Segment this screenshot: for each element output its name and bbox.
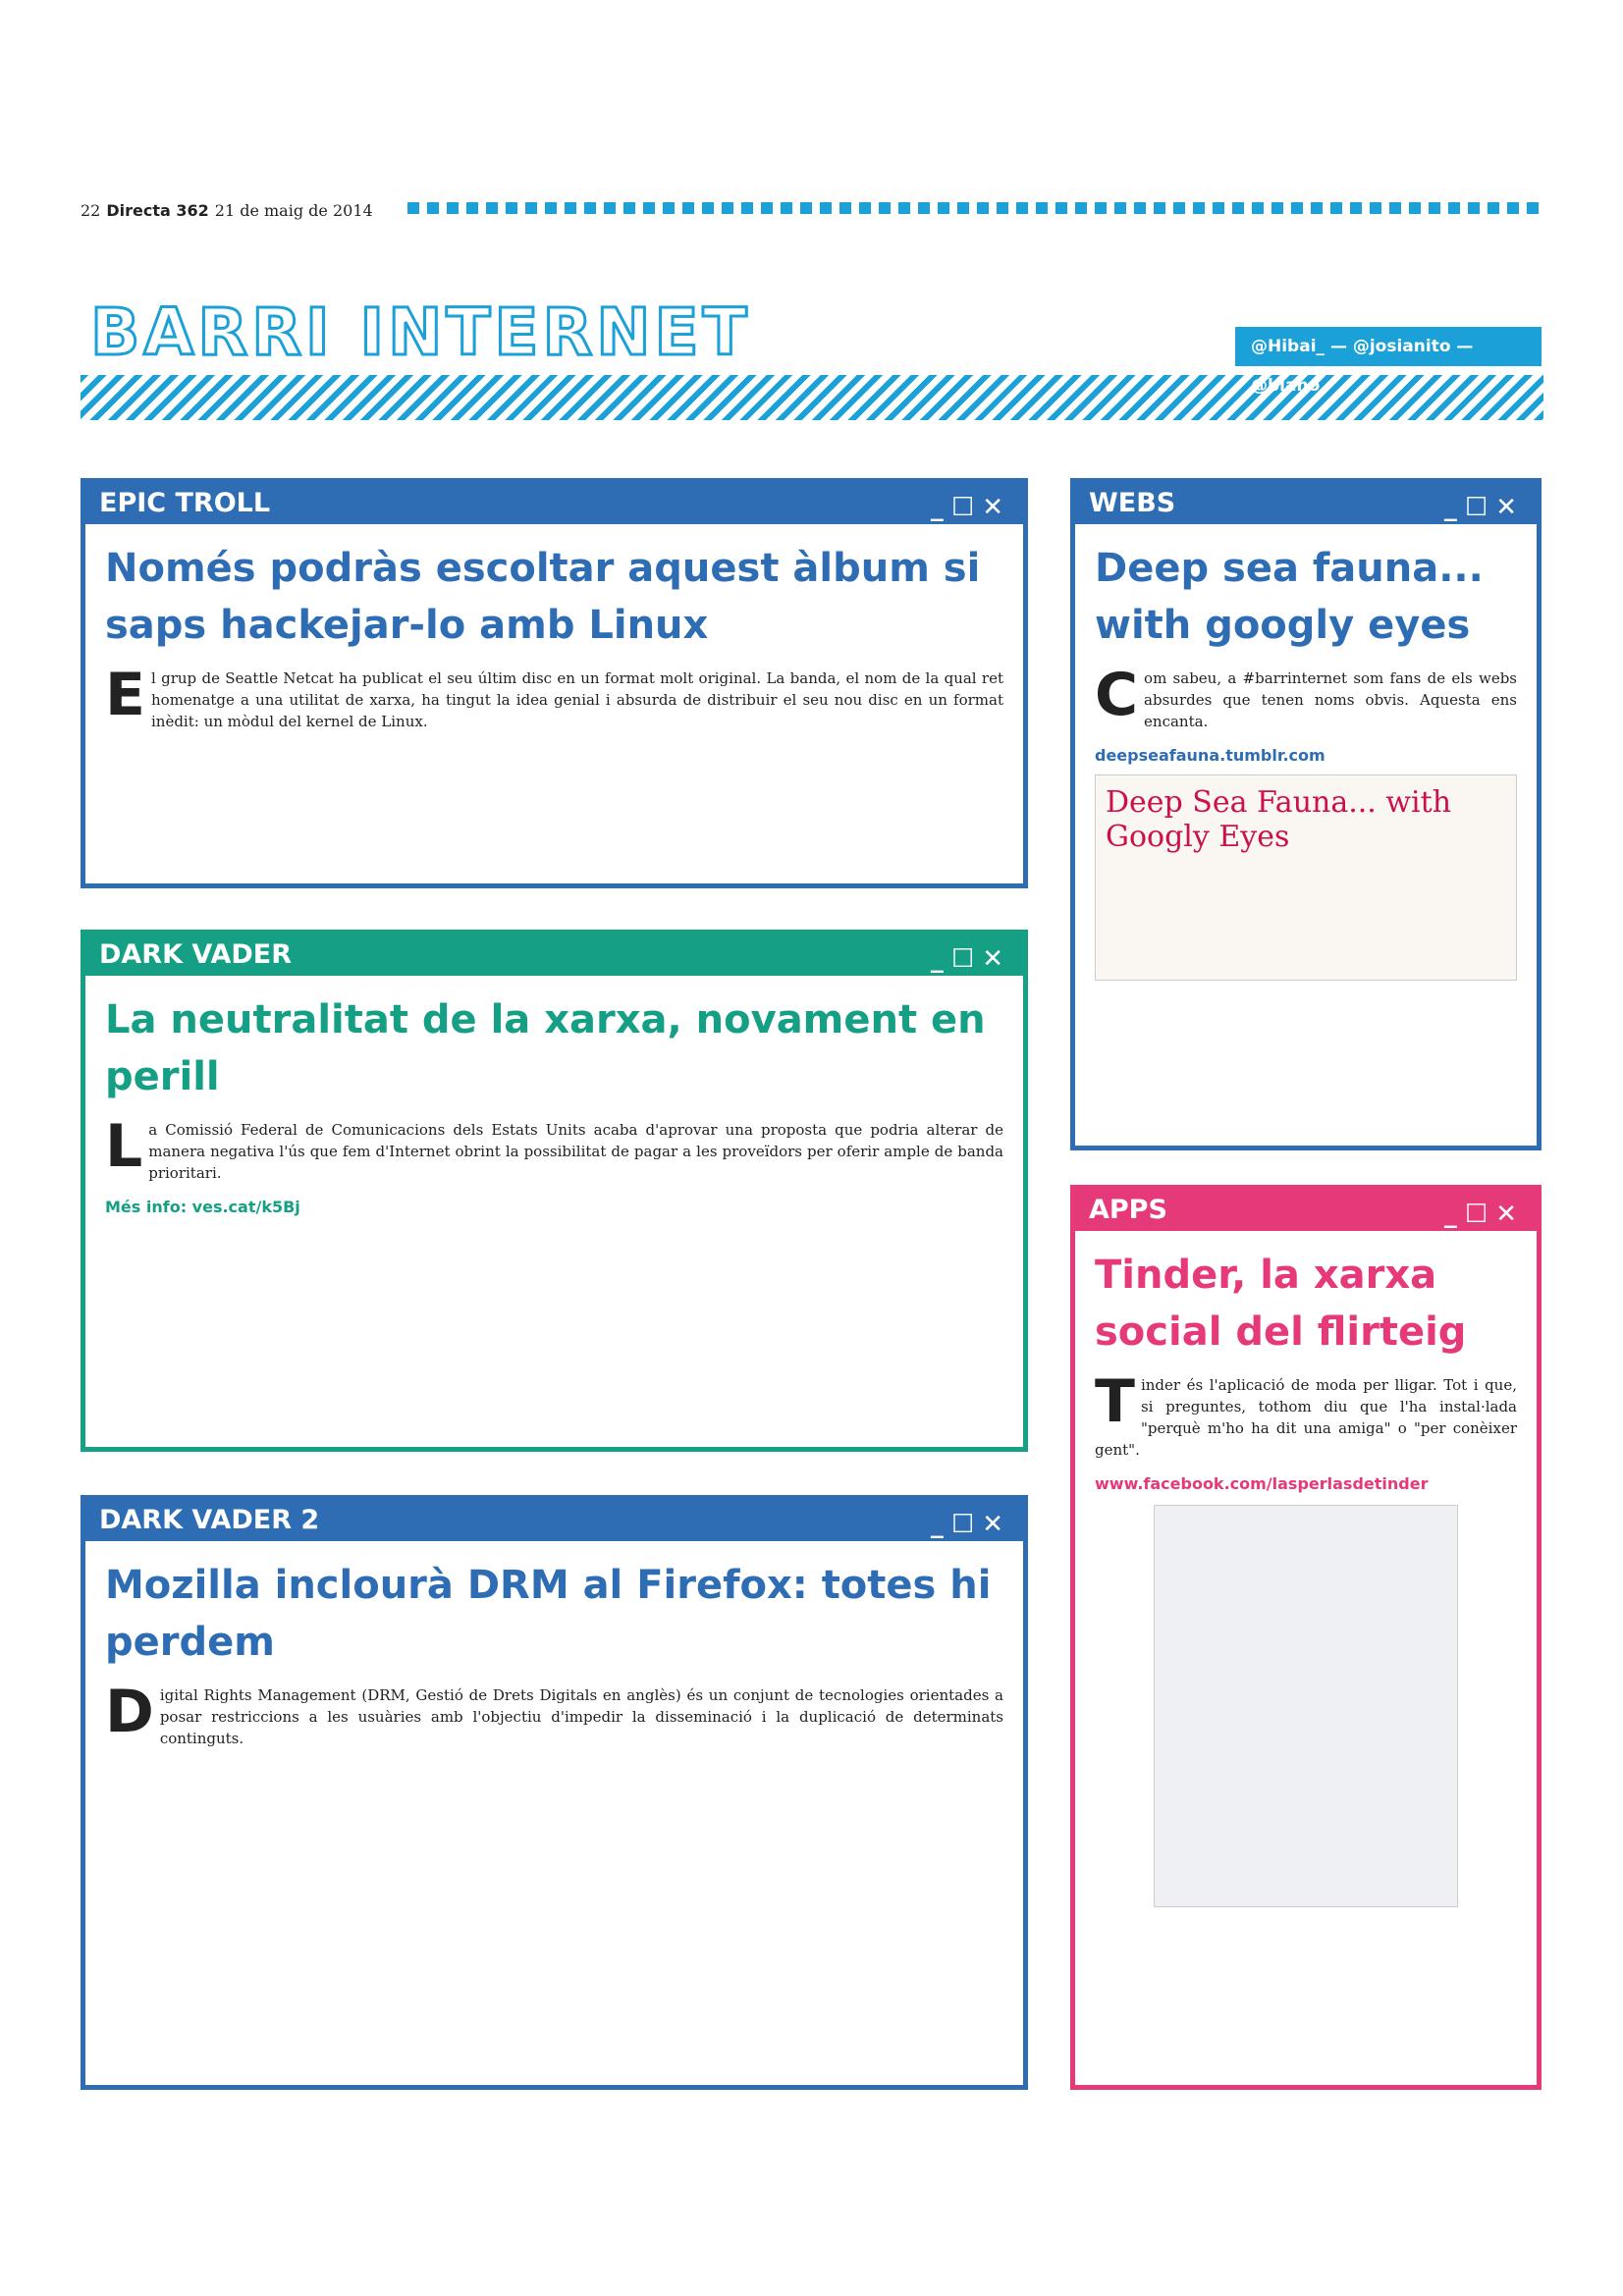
header-dashes [407, 202, 1542, 214]
window-controls-icon: _☐✕ [1443, 493, 1525, 522]
article-body: a Comissió Federal de Comunicacions dels Estats Units acaba d'aprovar una proposta que podria alterar de manera negativa l'ús que fem d'Internet obrint la possibilitat de pagar a les proveïdors per oferir ample de banda prioritari. [148, 1121, 1003, 1182]
window-controls-icon: _☐✕ [930, 493, 1011, 522]
article-apps: APPS _☐✕ Tinder, la xarxa social del flirteig Tinder és l'aplicació de moda per lligar. Tot i que, si preguntes, tothom diu que l'ha instal·lada "perquè m'ho ha dit una amiga" o "per conèixer gent". www.facebook.com/lasperlasdetinder [1070, 1185, 1542, 2090]
section-logo: BARRI INTERNET [90, 294, 751, 370]
web-link[interactable]: deepseafauna.tumblr.com [1095, 746, 1325, 765]
article-title: La neutralitat de la xarxa, novament en perill [105, 997, 986, 1099]
article-body: inder és l'aplicació de moda per lligar. Tot i que, si preguntes, tothom diu que l'ha instal·lada "perquè m'ho ha dit una amiga" o "per conèixer gent". [1095, 1376, 1517, 1459]
article-body: l grup de Seattle Netcat ha publicat el seu últim disc en un format molt original. La banda, el nom de la qual ret homenatge a una utilitat de xarxa, ha tingut la idea genial i absurda de distribuir el seu nou disc en un format inèdit: un mòdul del kernel de Linux. [151, 669, 1003, 730]
article-body: igital Rights Management (DRM, Gestió de Drets Digitals en anglès) és un conjunt de tecnologies orientades a posar restriccions a les usuàries amb l'objectiu d'impedir la disseminació i la duplicació de determinats continguts. [159, 1686, 1003, 1747]
website-screenshot: Deep Sea Fauna... with Googly Eyes [1095, 774, 1517, 981]
article-label: EPIC TROLL [99, 488, 271, 518]
article-label: DARK VADER 2 [99, 1505, 320, 1535]
folio: 22 Directa 362 21 de maig de 2014 [81, 201, 373, 220]
article-title: Mozilla inclourà DRM al Firefox: totes hi perdem [105, 1563, 992, 1665]
article-title: Tinder, la xarxa social del flirteig [1095, 1253, 1467, 1355]
header-stripes [81, 375, 1543, 420]
more-info-link[interactable]: Més info: ves.cat/k5Bj [105, 1198, 300, 1216]
chat-screenshot [1154, 1505, 1458, 1907]
facebook-link[interactable]: www.facebook.com/lasperlasdetinder [1095, 1474, 1429, 1493]
window-controls-icon: _☐✕ [930, 944, 1011, 974]
author-handles: @Hibai_ — @josianito — @biano [1235, 327, 1542, 366]
article-title: Només podràs escoltar aquest àlbum si saps hackejar-lo amb Linux [105, 546, 981, 648]
article-label: APPS [1089, 1195, 1167, 1225]
article-label: WEBS [1089, 488, 1176, 518]
article-epic-troll: EPIC TROLL _☐✕ Només podràs escoltar aquest àlbum si saps hackejar-lo amb Linux El grup de Seattle Netcat ha publicat el seu últim disc en un format molt original. La banda, el nom de la qual ret homenatge a una utilitat de xarxa, ha tingut la idea genial i absurda de distribuir el seu nou disc en un format inèdit: un mòdul del kernel de Linux. [81, 478, 1028, 888]
article-label: DARK VADER [99, 939, 293, 970]
article-body: om sabeu, a #barrinternet som fans de els webs absurdes que tenen noms obvis. Aquesta ens encanta. [1144, 669, 1517, 730]
window-controls-icon: _☐✕ [1443, 1200, 1525, 1229]
article-dark-vader: DARK VADER _☐✕ La neutralitat de la xarxa, novament en perill La Comissió Federal de Comunicacions dels Estats Units acaba d'aprovar una proposta que podria alterar de manera negativa l'ús que fem d'Internet obrint la possibilitat de pagar a les proveïdors per oferir ample de banda prioritari. Més info: ves.cat/k5Bj [81, 930, 1028, 1452]
article-dark-vader-2: DARK VADER 2 _☐✕ Mozilla inclourà DRM al Firefox: totes hi perdem Digital Rights Management (DRM, Gestió de Drets Digitals en anglès) és un conjunt de tecnologies orientades a posar restriccions a les usuàries amb l'objectiu d'impedir la disseminació i la duplicació de determinats continguts. [81, 1495, 1028, 2090]
article-title: Deep sea fauna... with googly eyes [1095, 546, 1484, 648]
article-webs: WEBS _☐✕ Deep sea fauna... with googly eyes Com sabeu, a #barrinternet som fans de els webs absurdes que tenen noms obvis. Aquesta ens encanta. deepseafauna.tumblr.com Deep Sea Fauna... with Googly Eyes [1070, 478, 1542, 1150]
window-controls-icon: _☐✕ [930, 1510, 1011, 1539]
